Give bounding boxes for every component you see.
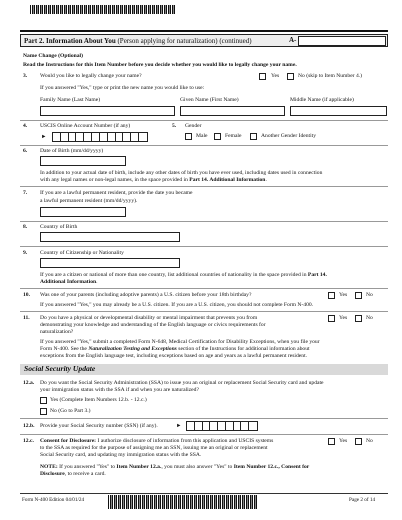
q12-note-line1: NOTE: If you answered "Yes" to Item Number 12.a., you must also answer "Yes" to Item Number 12.c., Consent for <box>40 464 310 470</box>
q8-number: 8. <box>23 224 28 230</box>
q3-number: 3. <box>23 73 28 79</box>
q10-text: Was one of your parents (including adoptive parents) a U.S. citizen before your 18th birthday? <box>40 292 252 298</box>
ssn-input[interactable] <box>186 421 258 431</box>
q3-yes-label: Yes <box>271 73 280 79</box>
a-number-input[interactable] <box>298 36 386 46</box>
q9-label: Country of Citizenship or Nationality <box>40 250 124 256</box>
q12b-text: Provide your Social Security number (SSN) (if any). <box>40 423 158 429</box>
q12b-arrow-icon: ► <box>176 423 182 429</box>
q6-label: Date of Birth (mm/dd/yyyy) <box>40 148 104 154</box>
q3-text: Would you like to legally change your name? <box>40 73 142 79</box>
middle-name-input[interactable] <box>290 106 387 116</box>
q6-note-line1: In addition to your actual date of birth, include any other dates of birth you have ever used, including dates used in connection <box>40 170 323 176</box>
q10-no-label: No <box>366 292 373 298</box>
q12a-text-line1: Do you want the Social Security Administration (SSA) to issue you an original or replacement Social Security card and update <box>40 380 324 386</box>
divider <box>20 418 388 419</box>
q10-number: 10. <box>23 292 30 298</box>
q10-note: If you answered "Yes," you may already be a U.S. citizen. If you are a U.S. citizen, you should not complete Form N-400. <box>40 302 314 308</box>
given-name-input[interactable] <box>180 106 285 116</box>
divider <box>20 288 388 289</box>
citizenship-country-input[interactable] <box>40 258 180 268</box>
middle-name-label: Middle Name (if applicable) <box>290 97 354 103</box>
q3-if-yes: If you answered "Yes," type or print the new name you would like to use: <box>40 85 205 91</box>
q12-note-line2: Disclosure, to receive a card. <box>40 471 106 477</box>
q11-no-checkbox[interactable] <box>355 315 362 322</box>
q12a-yes-checkbox[interactable] <box>40 397 47 404</box>
q5-number: 5. <box>172 123 177 129</box>
family-name-label: Family Name (Last Name) <box>40 97 101 103</box>
social-security-heading: Social Security Update <box>20 364 388 375</box>
gender-other-checkbox[interactable] <box>250 133 257 140</box>
q3-no-label: No (skip to Item Number 4.) <box>298 73 363 79</box>
q10-yes-checkbox[interactable] <box>328 292 335 299</box>
q12a-no-checkbox[interactable] <box>40 408 47 415</box>
q11-note-line3: exceptions from the English language test, including exceptions based on age and years as a lawful permanent resident. <box>40 353 308 359</box>
q8-label: Country of Birth <box>40 224 78 230</box>
q11-yes-checkbox[interactable] <box>328 315 335 322</box>
gender-other-label: Another Gender Identity <box>261 133 316 139</box>
q11-text-line1: Do you have a physical or developmental disability or mental impairment that prevents you from <box>40 315 258 321</box>
q12c-no-checkbox[interactable] <box>355 438 362 445</box>
divider <box>20 221 388 222</box>
footer-page-number: Page 2 of 14 <box>349 497 376 503</box>
lpr-date-input[interactable] <box>40 207 126 217</box>
family-name-input[interactable] <box>40 106 175 116</box>
gender-female-label: Female <box>225 133 242 139</box>
q11-text-line3: naturalization? <box>40 329 74 335</box>
a-number-label: A- <box>289 36 297 44</box>
q12a-text-line2: your immigration status with the SSA if and when you are naturalized? <box>40 387 199 393</box>
q3-no-checkbox[interactable] <box>287 73 294 80</box>
footer-rule <box>20 493 388 494</box>
given-name-label: Given Name (First Name) <box>180 97 239 103</box>
divider <box>20 246 388 247</box>
gender-male-checkbox[interactable] <box>185 133 192 140</box>
gender-male-label: Male <box>196 133 208 139</box>
q5-label: Gender <box>185 123 202 129</box>
top-barcode <box>30 5 175 14</box>
q6-number: 6. <box>23 148 28 154</box>
q12a-number: 12.a. <box>23 380 35 386</box>
q3-yes-checkbox[interactable] <box>259 73 266 80</box>
q12c-text-line1: Consent for Disclosure: I authorize disclosure of information from this application and USCIS systems <box>40 438 274 444</box>
q10-yes-label: Yes <box>339 292 348 298</box>
q12c-text-line2: to the SSA as required for the purpose of assigning me an SSN, issuing me an original or replacement <box>40 445 268 451</box>
q10-no-checkbox[interactable] <box>355 292 362 299</box>
country-of-birth-input[interactable] <box>40 232 180 242</box>
q12a-yes-label: Yes (Complete Item Numbers 12.b. - 12.c.) <box>50 397 147 403</box>
q11-note-line1: If you answered "Yes," submit a completed Form N-648, Medical Certification for Disability Exceptions, when you file your <box>40 339 320 345</box>
q12c-text-line3: Social Security card, and updating my immigration status with the SSA. <box>40 452 202 458</box>
name-change-instructions: Read the Instructions for this Item Number before you decide whether you would like to legally change your name. <box>23 62 297 68</box>
divider <box>20 186 388 187</box>
divider <box>20 120 388 121</box>
q7-label-line2: a lawful permanent resident (mm/dd/yyyy). <box>40 198 138 204</box>
q7-number: 7. <box>23 190 28 196</box>
name-change-heading: Name Change (Optional) <box>23 53 83 59</box>
q4-label: USCIS Online Account Number (if any) <box>40 123 131 129</box>
q9-note-line1: If you are a citizen or national of more than one country, list additional countries of nationality in the space provided in Part 14. <box>40 272 327 278</box>
q12a-no-label: No (Go to Part 3.) <box>50 408 91 414</box>
uscis-account-input[interactable] <box>52 132 148 142</box>
date-of-birth-input[interactable] <box>40 156 126 166</box>
q9-note-line2: Additional Information. <box>40 279 98 285</box>
divider <box>20 434 388 435</box>
q12c-yes-label: Yes <box>339 438 348 444</box>
q12b-number: 12.b. <box>23 423 35 429</box>
divider <box>20 145 388 146</box>
q11-number: 11. <box>23 315 30 321</box>
q7-label-line1: If you are a lawful permanent resident, provide the date you became <box>40 190 193 196</box>
footer-barcode <box>108 495 258 509</box>
q12c-number: 12.c. <box>23 438 34 444</box>
divider <box>20 311 388 312</box>
part-title: Part 2. Information About You (Person applying for naturalization) (continued) <box>24 37 252 45</box>
q4-number: 4. <box>23 123 28 129</box>
q11-no-label: No <box>366 315 373 321</box>
top-rule <box>20 30 388 32</box>
q11-text-line2: demonstrating your knowledge and understanding of the English language or civics requirements for <box>40 322 266 328</box>
q11-note-line2: Form N-400. See the Naturalization Testing and Exceptions section of the Instructions for additional information about <box>40 346 310 352</box>
q12c-yes-checkbox[interactable] <box>328 438 335 445</box>
q4-arrow-icon: ► <box>41 134 47 140</box>
q11-yes-label: Yes <box>339 315 348 321</box>
q9-number: 9. <box>23 250 28 256</box>
q12c-no-label: No <box>366 438 373 444</box>
gender-female-checkbox[interactable] <box>214 133 221 140</box>
footer-form-edition: Form N-400 Edition 04/01/24 <box>22 497 85 503</box>
q6-note-line2: with any legal names or non-legal names, in the space provided in Part 14. Additional Information. <box>40 177 267 183</box>
